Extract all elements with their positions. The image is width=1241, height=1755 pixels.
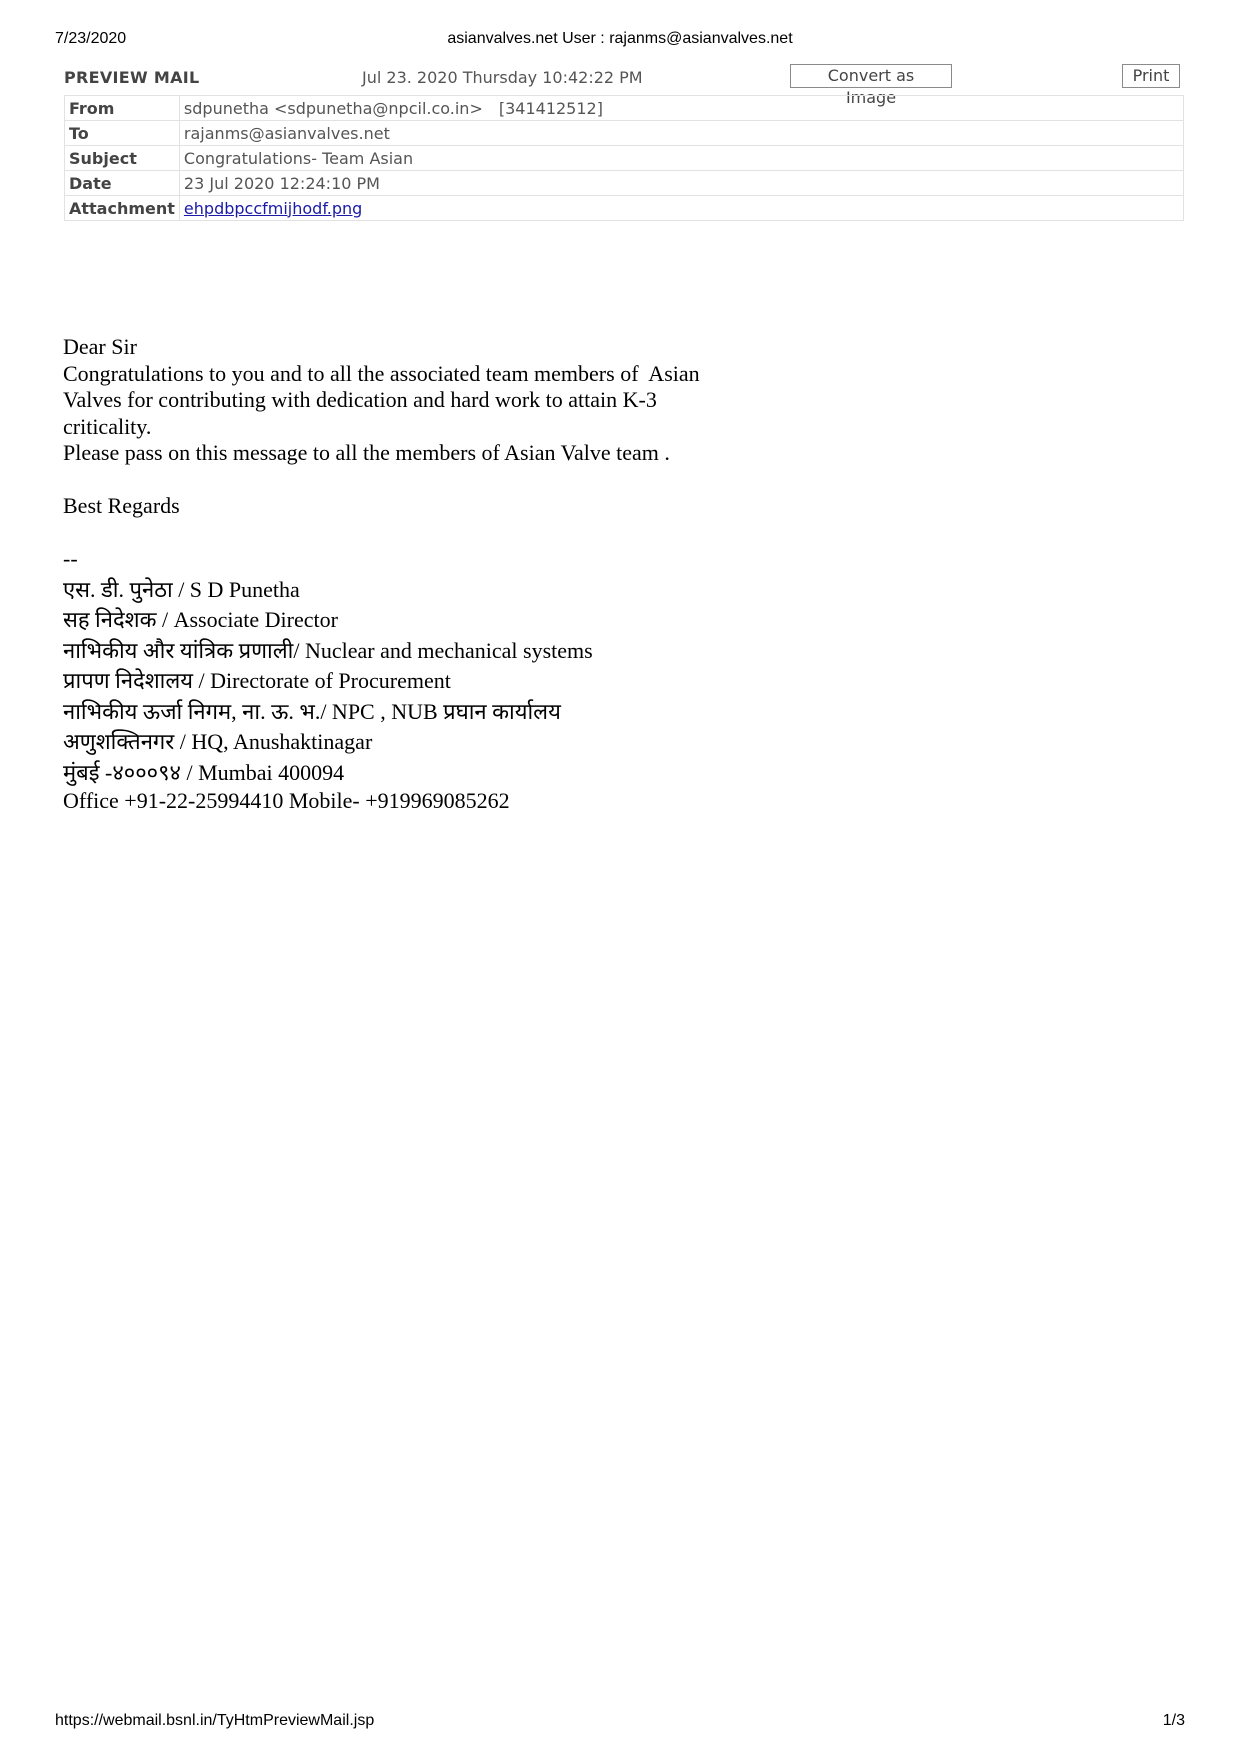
signature-line: मुंबई -४०००९४ / Mumbai 400094 [63,759,345,785]
from-cell [179,96,1183,121]
signature-block [63,575,823,789]
print-date: 7/23/2020 [55,30,127,47]
signature-line: नाभिकीय और यांत्रिक प्रणाली/ Nuclear and mechanical systems [63,637,593,663]
date-label: Date [65,171,180,196]
attachment-link[interactable]: ehpdbpccfmijhodf.png [183,198,363,218]
page-url: https://webmail.bsnl.in/TyHtmPreviewMail.jsp [55,1712,375,1729]
signature-line: एस. डी. पुनेठा / S D Punetha [63,576,300,602]
signature-line: अणुशक्तिनगर / HQ, Anushaktinagar [63,729,373,754]
print-header [55,30,1185,54]
from-label: From [65,96,180,121]
print-button[interactable]: Print [1122,64,1180,88]
contact-line: Office +91-22-25994410 Mobile- +919969085262 [63,788,510,813]
signature-line: नाभिकीय ऊर्जा निगम, ना. ऊ. भ./ NPC , NUB प्रघान कार्यालय [63,698,561,724]
header-row-attachment [65,196,1184,221]
body-line: Congratulations to you and to all the associated team members of Asian [63,360,700,386]
convert-as-image-button[interactable]: Convert as Image [790,64,952,88]
body-line: Best Regards [63,493,180,518]
signature-line: प्रापण निदेशालय / Directorate of Procurement [63,668,451,693]
from-id: [341412512] [498,98,603,118]
preview-mail-label: PREVIEW MAIL [64,68,200,87]
body-line: criticality. [63,413,152,439]
attachment-cell [179,196,1183,221]
preview-timestamp: Jul 23. 2020 Thursday 10:42:22 PM [362,68,643,87]
mail-body [63,334,823,814]
body-line: Please pass on this message to all the members of Asian Valve team . [63,440,670,465]
page-number: 1/3 [1162,1712,1185,1729]
subject-value: Congratulations- Team Asian [179,146,1183,171]
to-label: To [65,121,180,146]
body-line: Valves for contributing with dedication and hard work to attain K-3 [63,387,657,412]
signature-line: सह निदेशक / Associate Director [63,607,338,632]
header-row-date [65,171,1184,196]
attachment-label: Attachment [65,196,180,221]
mail-headers-table [64,95,1184,221]
header-row-to [65,121,1184,146]
subject-label: Subject [65,146,180,171]
from-value: sdpunetha <sdpunetha@npcil.co.in> [183,98,483,118]
print-title: asianvalves.net User : rajanms@asianvalves.net [447,30,793,47]
date-value: 23 Jul 2020 12:24:10 PM [179,171,1183,196]
signature-separator: -- [63,546,78,571]
preview-toolbar [64,64,1182,107]
header-row-subject [65,146,1184,171]
body-line: Dear Sir [63,334,137,359]
blank-line [63,520,823,547]
header-row-from [65,96,1184,121]
blank-line [63,467,823,494]
to-value: rajanms@asianvalves.net [179,121,1183,146]
